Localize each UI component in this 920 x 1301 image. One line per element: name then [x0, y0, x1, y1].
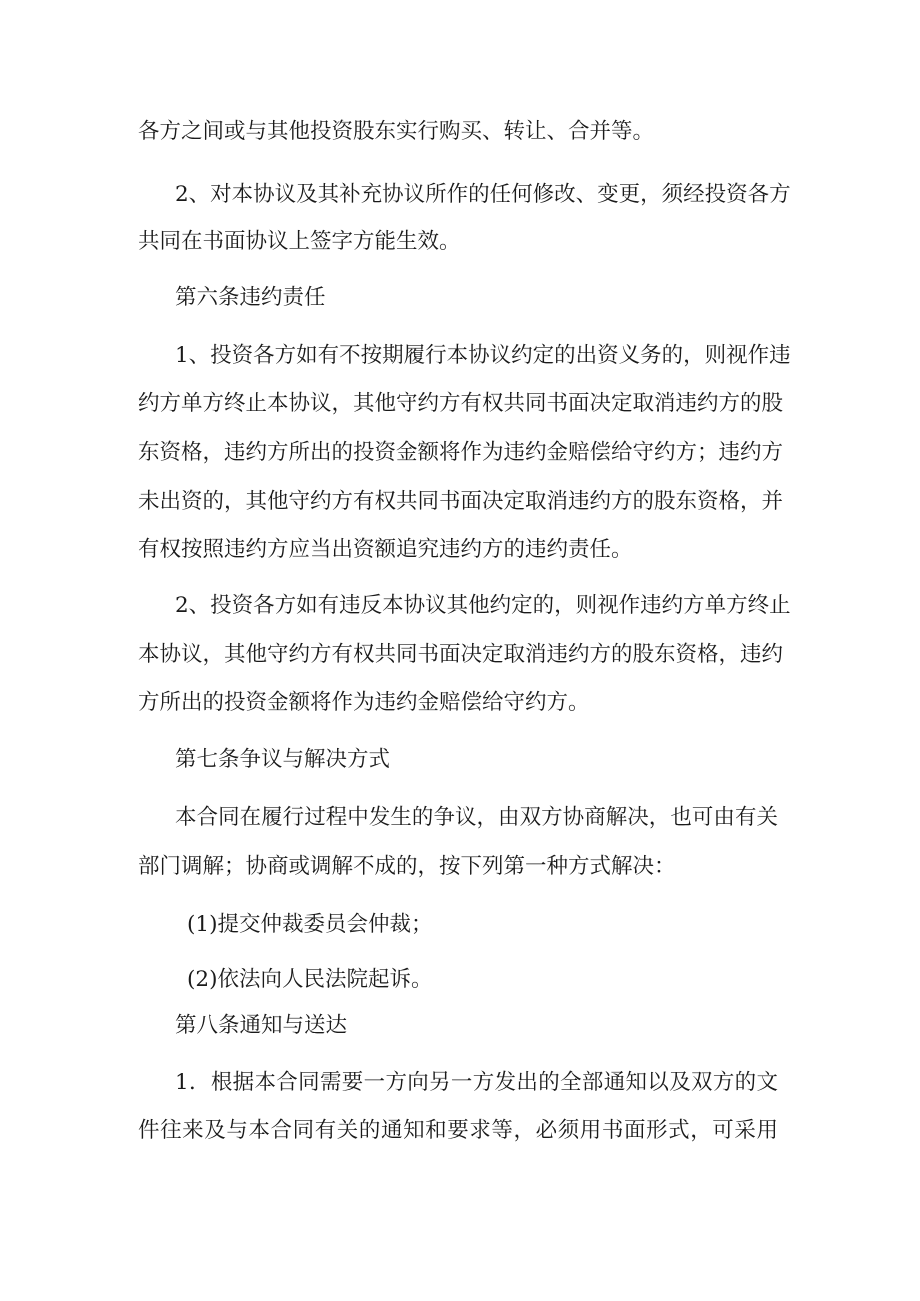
- list-item: (1)提交仲裁委员会仲裁；: [187, 912, 433, 937]
- text-line: 件往来及与本合同有关的通知和要求等，必须用书面形式，可采用: [138, 1118, 778, 1143]
- section-heading: 第六条违约责任: [175, 285, 326, 310]
- text-line: 各方之间或与其他投资股东实行购买、转让、合并等。: [138, 119, 655, 144]
- text-line: 本协议，其他守约方有权共同书面决定取消违约方的股东资格，违约: [138, 642, 784, 667]
- text-line: 未出资的，其他守约方有权共同书面决定取消违约方的股东资格，并: [138, 489, 784, 514]
- text-line: 2、对本协议及其补充协议所作的任何修改、变更，须经投资各方: [175, 182, 791, 207]
- text-line: 方所出的投资金额将作为违约金赔偿给守约方。: [138, 690, 590, 715]
- text-line: 共同在书面协议上签字方能生效。: [138, 229, 461, 254]
- text-line: 1．根据本合同需要一方向另一方发出的全部通知以及双方的文: [175, 1070, 778, 1095]
- section-heading: 第八条通知与送达: [175, 1013, 348, 1038]
- section-heading: 第七条争议与解决方式: [175, 747, 391, 772]
- text-line: 约方单方终止本协议，其他守约方有权共同书面决定取消违约方的股: [138, 391, 784, 416]
- text-line: 东资格，违约方所出的投资金额将作为违约金赔偿给守约方；违约方: [138, 440, 784, 465]
- text-line: 2、投资各方如有违反本协议其他约定的，则视作违约方单方终止: [175, 593, 791, 618]
- list-item: (2)依法向人民法院起诉。: [187, 967, 433, 992]
- text-line: 本合同在履行过程中发生的争议，由双方协商解决，也可由有关: [175, 805, 778, 830]
- text-line: 有权按照违约方应当出资额追究违约方的违约责任。: [138, 537, 633, 562]
- text-line: 1、投资各方如有不按期履行本协议约定的出资义务的，则视作违: [175, 343, 791, 368]
- text-line: 部门调解；协商或调解不成的，按下列第一种方式解决：: [138, 854, 676, 879]
